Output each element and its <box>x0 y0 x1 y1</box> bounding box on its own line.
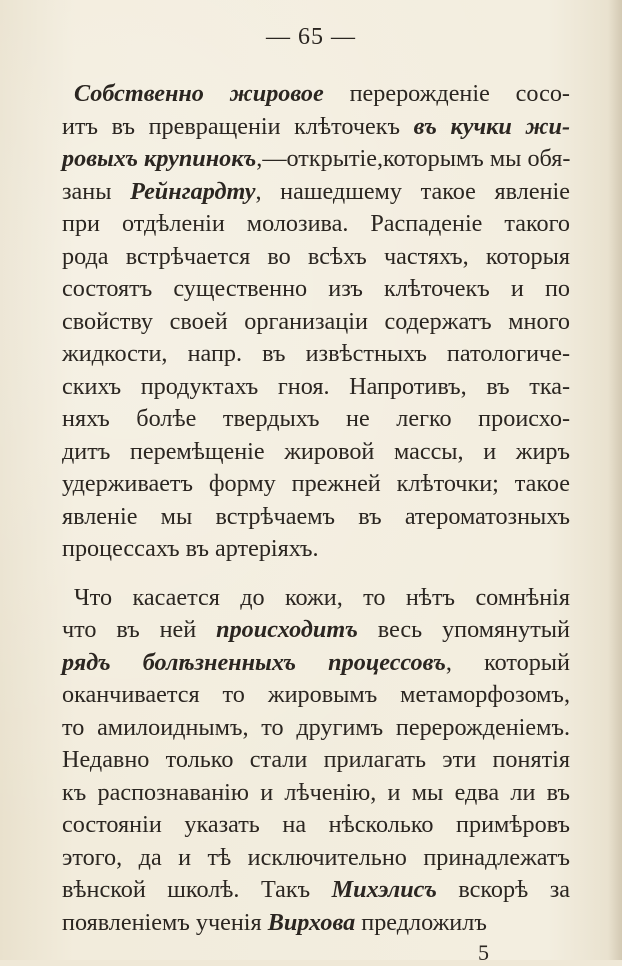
page-body <box>62 78 570 939</box>
text-run: процессахъ въ артеріяхъ. <box>62 535 319 562</box>
text-run: появленіемъ ученія <box>62 908 268 936</box>
text-line <box>62 582 570 615</box>
text-run: дитъ перемѣщеніе жировой массы, и жиръ <box>62 437 570 465</box>
text-run: этого, да и тѣ исключительно принадлежатъ <box>62 843 570 871</box>
text-line <box>62 306 570 339</box>
paragraph-2 <box>62 582 570 940</box>
text-line <box>62 208 570 241</box>
text-run: жидкости, напр. въ извѣстныхъ патологиче- <box>62 340 570 367</box>
text-run: явленіе мы встрѣчаемъ въ атероматозныхъ <box>62 502 570 530</box>
text-line <box>62 809 570 842</box>
text-line <box>62 241 570 274</box>
text-run: няхъ болѣе твердыхъ не легко происхо- <box>62 405 570 432</box>
italic-text-run: Рейнгардту <box>130 177 256 205</box>
text-run: къ распознаванію и лѣченію, и мы едва ли въ <box>62 778 570 806</box>
text-run: оканчивается то жировымъ метаморфозомъ, <box>62 681 570 708</box>
signature-mark: 5 <box>478 940 489 965</box>
italic-text-run: въ кучки жи- <box>413 112 570 140</box>
text-line <box>62 744 570 777</box>
text-line <box>62 143 570 176</box>
text-line <box>62 777 570 810</box>
text-line <box>62 468 570 501</box>
italic-text-run: Михэлисъ <box>331 876 437 903</box>
text-line <box>62 371 570 404</box>
text-run: предложилъ <box>355 908 487 936</box>
text-line <box>62 403 570 436</box>
text-run: , нашедшему такое явленіе <box>255 177 570 205</box>
page-number: — 65 — <box>266 24 356 50</box>
text-line <box>62 647 570 680</box>
text-line <box>62 842 570 875</box>
text-run: свойству своей организаціи содержатъ много <box>62 307 570 335</box>
text-line <box>62 679 570 712</box>
text-run: при отдѣленіи молозива. Распаденіе такого <box>62 210 570 237</box>
text-run: Что касается до кожи, то нѣтъ сомнѣнія <box>74 583 570 611</box>
text-run: , который <box>445 648 570 676</box>
text-run: рода встрѣчается во всѣхъ частяхъ, которыя <box>62 242 570 270</box>
binding-shadow <box>608 0 622 960</box>
text-run: вѣнской школѣ. Такъ <box>62 876 332 903</box>
text-run: ,—открытіе,которымъ мы обя- <box>256 145 571 172</box>
text-run: заны <box>62 177 131 205</box>
italic-text-run: Собственно жировое <box>74 80 324 107</box>
italic-text-run: происходитъ <box>216 616 358 643</box>
text-run: вскорѣ за <box>436 876 570 903</box>
italic-text-run: ровыхъ крупинокъ <box>62 145 257 172</box>
text-line <box>62 907 570 940</box>
text-line <box>62 874 570 907</box>
text-run: состояніи указать на нѣсколько примѣровъ <box>62 811 570 838</box>
text-line <box>62 273 570 306</box>
text-run: итъ въ превращеніи клѣточекъ <box>62 112 414 140</box>
italic-text-run: рядъ болѣзненныхъ процессовъ <box>62 648 446 676</box>
text-line <box>62 501 570 534</box>
text-line <box>62 176 570 209</box>
text-run: весь упомянутый <box>357 616 570 643</box>
text-run: то амилоиднымъ, то другимъ перерожденіемъ. <box>62 713 570 741</box>
text-run: скихъ продуктахъ гноя. Напротивъ, въ тка- <box>62 372 570 400</box>
text-line <box>62 78 570 111</box>
text-run: что въ ней <box>62 616 217 643</box>
italic-text-run: Вирхова <box>267 908 356 936</box>
text-line <box>62 614 570 647</box>
paragraph-gap <box>62 566 570 582</box>
text-line <box>62 533 570 566</box>
text-line <box>62 436 570 469</box>
paragraph-1 <box>62 78 570 566</box>
text-line <box>62 111 570 144</box>
text-run: удерживаетъ форму прежней клѣточки; такое <box>62 470 570 497</box>
text-line <box>62 338 570 371</box>
text-line <box>62 712 570 745</box>
text-run: перерожденіе сосо- <box>323 80 570 107</box>
text-run: Недавно только стали прилагать эти понятія <box>62 746 570 773</box>
text-run: состоятъ существенно изъ клѣточекъ и по <box>62 275 570 302</box>
